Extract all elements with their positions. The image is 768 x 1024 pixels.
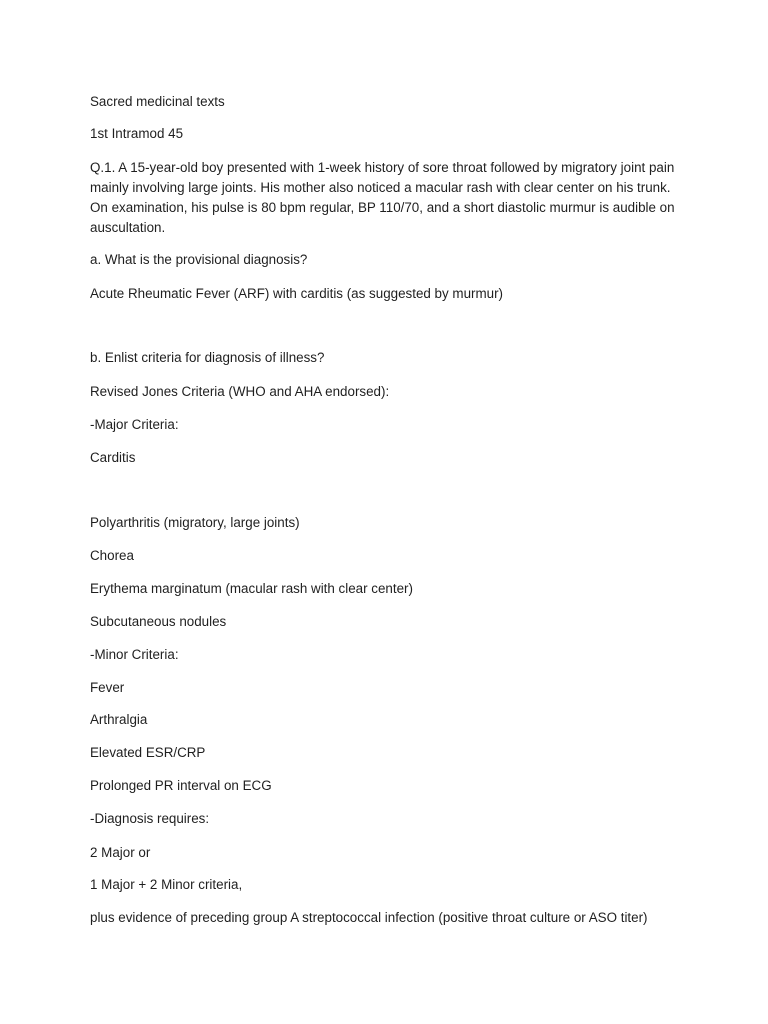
diagnosis-heading: -Diagnosis requires: [90,811,210,826]
part-a-answer: Acute Rheumatic Fever (ARF) with carditis (as suggested by murmur) [90,286,504,301]
part-b-intro: Revised Jones Criteria (WHO and AHA endorsed): [90,384,390,399]
major-criteria-item: Chorea [90,548,134,563]
minor-criteria-item: Fever [90,680,125,695]
major-criteria-item: Erythema marginatum (macular rash with clear center) [90,581,413,596]
minor-criteria-item: Arthralgia [90,712,148,727]
question-text: Q.1. A 15-year-old boy presented with 1-week history of sore throat followed by migratory joint pain mainly involving large joints. His mother also noticed a macular rash with clear center on his trunk. On examination, his pulse is 80 bpm regular, BP 110/70, and a short diastolic murmur is audible on auscultation. [90,160,675,235]
major-criteria-item: Carditis [90,450,136,465]
major-criteria-item: Subcutaneous nodules [90,614,227,629]
minor-criteria-heading: -Minor Criteria: [90,647,179,662]
diagnosis-item: 2 Major or [90,845,151,860]
diagnosis-item: 1 Major + 2 Minor criteria, [90,877,243,892]
document-subheader: 1st Intramod 45 [90,126,184,141]
minor-criteria-item: Prolonged PR interval on ECG [90,778,272,793]
major-criteria-item: Polyarthritis (migratory, large joints) [90,515,300,530]
diagnosis-item: plus evidence of preceding group A streptococcal infection (positive throat culture or ASO titer) [90,910,648,925]
document-header: Sacred medicinal texts [90,94,225,109]
part-a-prompt: a. What is the provisional diagnosis? [90,252,308,267]
part-b-prompt: b. Enlist criteria for diagnosis of illness? [90,350,325,365]
minor-criteria-item: Elevated ESR/CRP [90,745,206,760]
major-criteria-heading: -Major Criteria: [90,417,179,432]
